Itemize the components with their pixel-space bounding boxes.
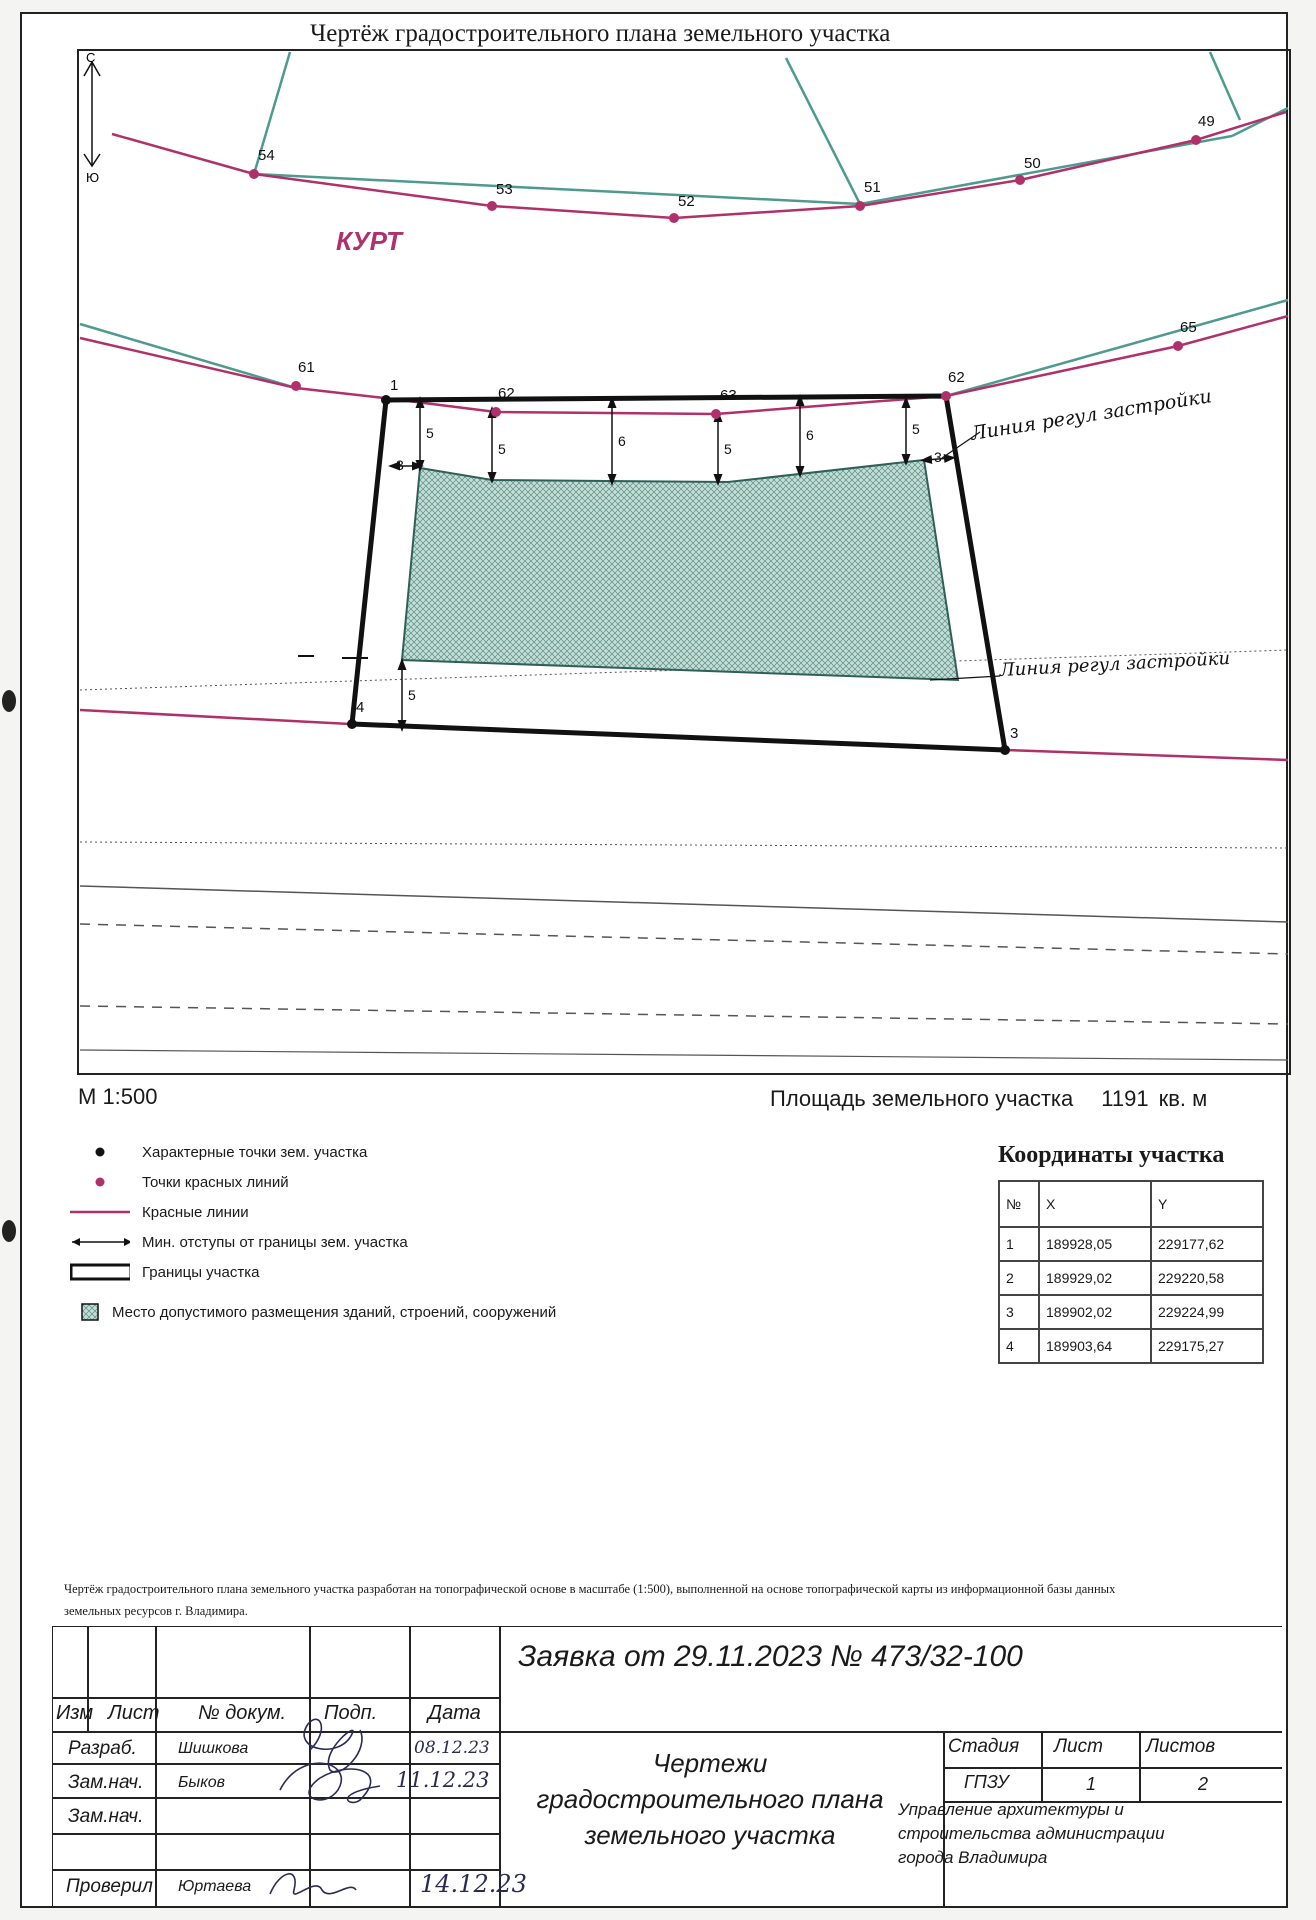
red-point bbox=[855, 201, 865, 211]
point-label: 51 bbox=[864, 179, 881, 196]
table-cell: 229220,58 bbox=[1151, 1261, 1263, 1295]
point-label: 54 bbox=[258, 147, 275, 164]
setback-label: 3 bbox=[934, 449, 942, 465]
setback-label: 6 bbox=[806, 427, 814, 443]
table-row bbox=[999, 1295, 1263, 1329]
regulation-line-label: Линия регул застройки bbox=[999, 647, 1231, 681]
red-point bbox=[669, 213, 679, 223]
point-label: 1 bbox=[390, 377, 399, 394]
organization-name: Управление архитектуры и строительства администрации города Владимира bbox=[898, 1800, 1165, 1867]
setback-label: 5 bbox=[724, 441, 732, 457]
red-point bbox=[491, 407, 501, 417]
point-label: 62 bbox=[948, 369, 965, 386]
point-label: 4 bbox=[356, 699, 365, 716]
setback-label: 5 bbox=[912, 421, 920, 437]
north-arrow bbox=[84, 50, 100, 185]
point-label: 61 bbox=[298, 359, 315, 376]
parcel-point bbox=[381, 395, 391, 405]
drawing-title: Чертёж градостроительного плана земельного участка bbox=[310, 20, 891, 47]
header-list: Лист bbox=[108, 1702, 160, 1724]
table-header bbox=[999, 1181, 1263, 1227]
point-label: 50 bbox=[1024, 155, 1041, 172]
red-point bbox=[1015, 175, 1025, 185]
sheet-label: Лист bbox=[1054, 1736, 1103, 1757]
header-doc: № докум. bbox=[198, 1702, 287, 1724]
scale-label: М 1:500 bbox=[78, 1084, 158, 1109]
legend-label: Место допустимого размещения зданий, строений, сооружений bbox=[112, 1304, 557, 1321]
table-row bbox=[999, 1227, 1263, 1261]
table-cell: 1 bbox=[999, 1227, 1039, 1261]
name-cell: Юртаева bbox=[178, 1878, 252, 1895]
table-cell: 189903,64 bbox=[1039, 1329, 1151, 1363]
parcel-boundary-icon bbox=[70, 1262, 130, 1282]
name-cell: Шишкова bbox=[178, 1740, 249, 1757]
date-cell: 11.12.23 bbox=[396, 1768, 490, 1792]
setback-label: 3 bbox=[396, 457, 404, 473]
table-cell: 189902,02 bbox=[1039, 1295, 1151, 1329]
table-cell: 3 bbox=[999, 1295, 1039, 1329]
setback-label: 5 bbox=[408, 687, 416, 703]
role-cell: Зам.нач. bbox=[68, 1772, 144, 1793]
building-zone bbox=[402, 460, 958, 680]
drawing-note: Чертёж градостроительного плана земельного участка разработан на топографической основе в масштабе (1:500), выполненной на основе топографической карты из информационной базы данных земельных ресурсов г. Владимира. bbox=[64, 1582, 1116, 1618]
date-cell: 14.12.23 bbox=[420, 1870, 527, 1898]
setback-label: 5 bbox=[498, 441, 506, 457]
area-value: 1191 bbox=[1101, 1086, 1149, 1111]
signatures bbox=[260, 1690, 420, 1906]
sheets-label: Листов bbox=[1146, 1736, 1216, 1757]
point-label: 53 bbox=[496, 181, 513, 198]
parcel-point bbox=[347, 719, 357, 729]
parcel-point-icon bbox=[70, 1142, 130, 1162]
table-cell: 229224,99 bbox=[1151, 1295, 1263, 1329]
table-cell: 229177,62 bbox=[1151, 1227, 1263, 1261]
area-info bbox=[770, 1086, 1207, 1112]
application-number: Заявка от 29.11.2023 № 473/32-100 bbox=[518, 1640, 1023, 1673]
area-unit: кв. м bbox=[1158, 1086, 1208, 1111]
red-point bbox=[291, 381, 301, 391]
red-point bbox=[941, 391, 951, 401]
punch-hole-bottom bbox=[2, 1220, 16, 1242]
red-line-point-icon bbox=[70, 1172, 130, 1192]
table-cell: 189928,05 bbox=[1039, 1227, 1151, 1261]
setback-label: 6 bbox=[618, 433, 626, 449]
parcel-point bbox=[1000, 745, 1010, 755]
north-label: С bbox=[86, 50, 96, 65]
coordinates-table bbox=[998, 1180, 1264, 1364]
red-point bbox=[1173, 341, 1183, 351]
table-cell: 4 bbox=[999, 1329, 1039, 1363]
column-header: Y bbox=[1151, 1181, 1263, 1227]
legend-label: Границы участка bbox=[142, 1264, 260, 1281]
teal-network-lines bbox=[80, 52, 1288, 396]
south-label: Ю bbox=[86, 170, 100, 185]
legend-label: Мин. отступы от границы зем. участка bbox=[142, 1234, 408, 1251]
date-cell: 08.12.23 bbox=[414, 1738, 490, 1758]
point-label: 49 bbox=[1198, 113, 1215, 130]
stage-label: Стадия bbox=[948, 1736, 1020, 1757]
table-cell: 2 bbox=[999, 1261, 1039, 1295]
point-label: 3 bbox=[1010, 725, 1019, 742]
setback-arrow-icon bbox=[70, 1232, 130, 1252]
regulation-line-label: Линия регул застройки bbox=[969, 385, 1214, 445]
role-cell: Зам.нач. bbox=[68, 1806, 144, 1827]
point-label: 63 bbox=[720, 387, 737, 404]
point-label: 52 bbox=[678, 193, 695, 210]
red-line-icon bbox=[70, 1202, 130, 1222]
red-point bbox=[249, 169, 259, 179]
red-point bbox=[711, 409, 721, 419]
area-label: Площадь земельного участка bbox=[770, 1086, 1074, 1111]
header-date: Дата bbox=[428, 1702, 481, 1724]
role-cell: Проверил bbox=[66, 1876, 153, 1897]
legend-label: Красные линии bbox=[142, 1204, 249, 1221]
sheets-value: 2 bbox=[1198, 1774, 1209, 1794]
table-cell: 229175,27 bbox=[1151, 1329, 1263, 1363]
header-izm: Изм bbox=[56, 1702, 94, 1724]
stage-value: ГПЗУ bbox=[964, 1772, 1009, 1792]
table-row bbox=[999, 1329, 1263, 1363]
role-cell: Разраб. bbox=[68, 1738, 137, 1759]
setback-label: 5 bbox=[426, 425, 434, 441]
legend-label: Точки красных линий bbox=[142, 1174, 289, 1191]
point-label: 62 bbox=[498, 385, 515, 402]
sheet-value: 1 bbox=[1086, 1774, 1097, 1794]
coordinates-title: Координаты участка bbox=[998, 1142, 1225, 1168]
column-header: X bbox=[1039, 1181, 1151, 1227]
point-label: 65 bbox=[1180, 319, 1197, 336]
legend-label: Характерные точки зем. участка bbox=[142, 1144, 368, 1161]
column-header: № bbox=[999, 1181, 1039, 1227]
header-sign: Подп. bbox=[324, 1702, 378, 1724]
street-label: КУРТ bbox=[336, 226, 402, 256]
red-point bbox=[487, 201, 497, 211]
context-lines bbox=[80, 647, 1288, 1060]
table-row bbox=[999, 1261, 1263, 1295]
sheet-title: Чертежи градостроительного плана земельного участка bbox=[536, 1748, 884, 1850]
name-cell: Быков bbox=[178, 1774, 225, 1791]
table-cell: 189929,02 bbox=[1039, 1261, 1151, 1295]
red-point bbox=[1191, 135, 1201, 145]
